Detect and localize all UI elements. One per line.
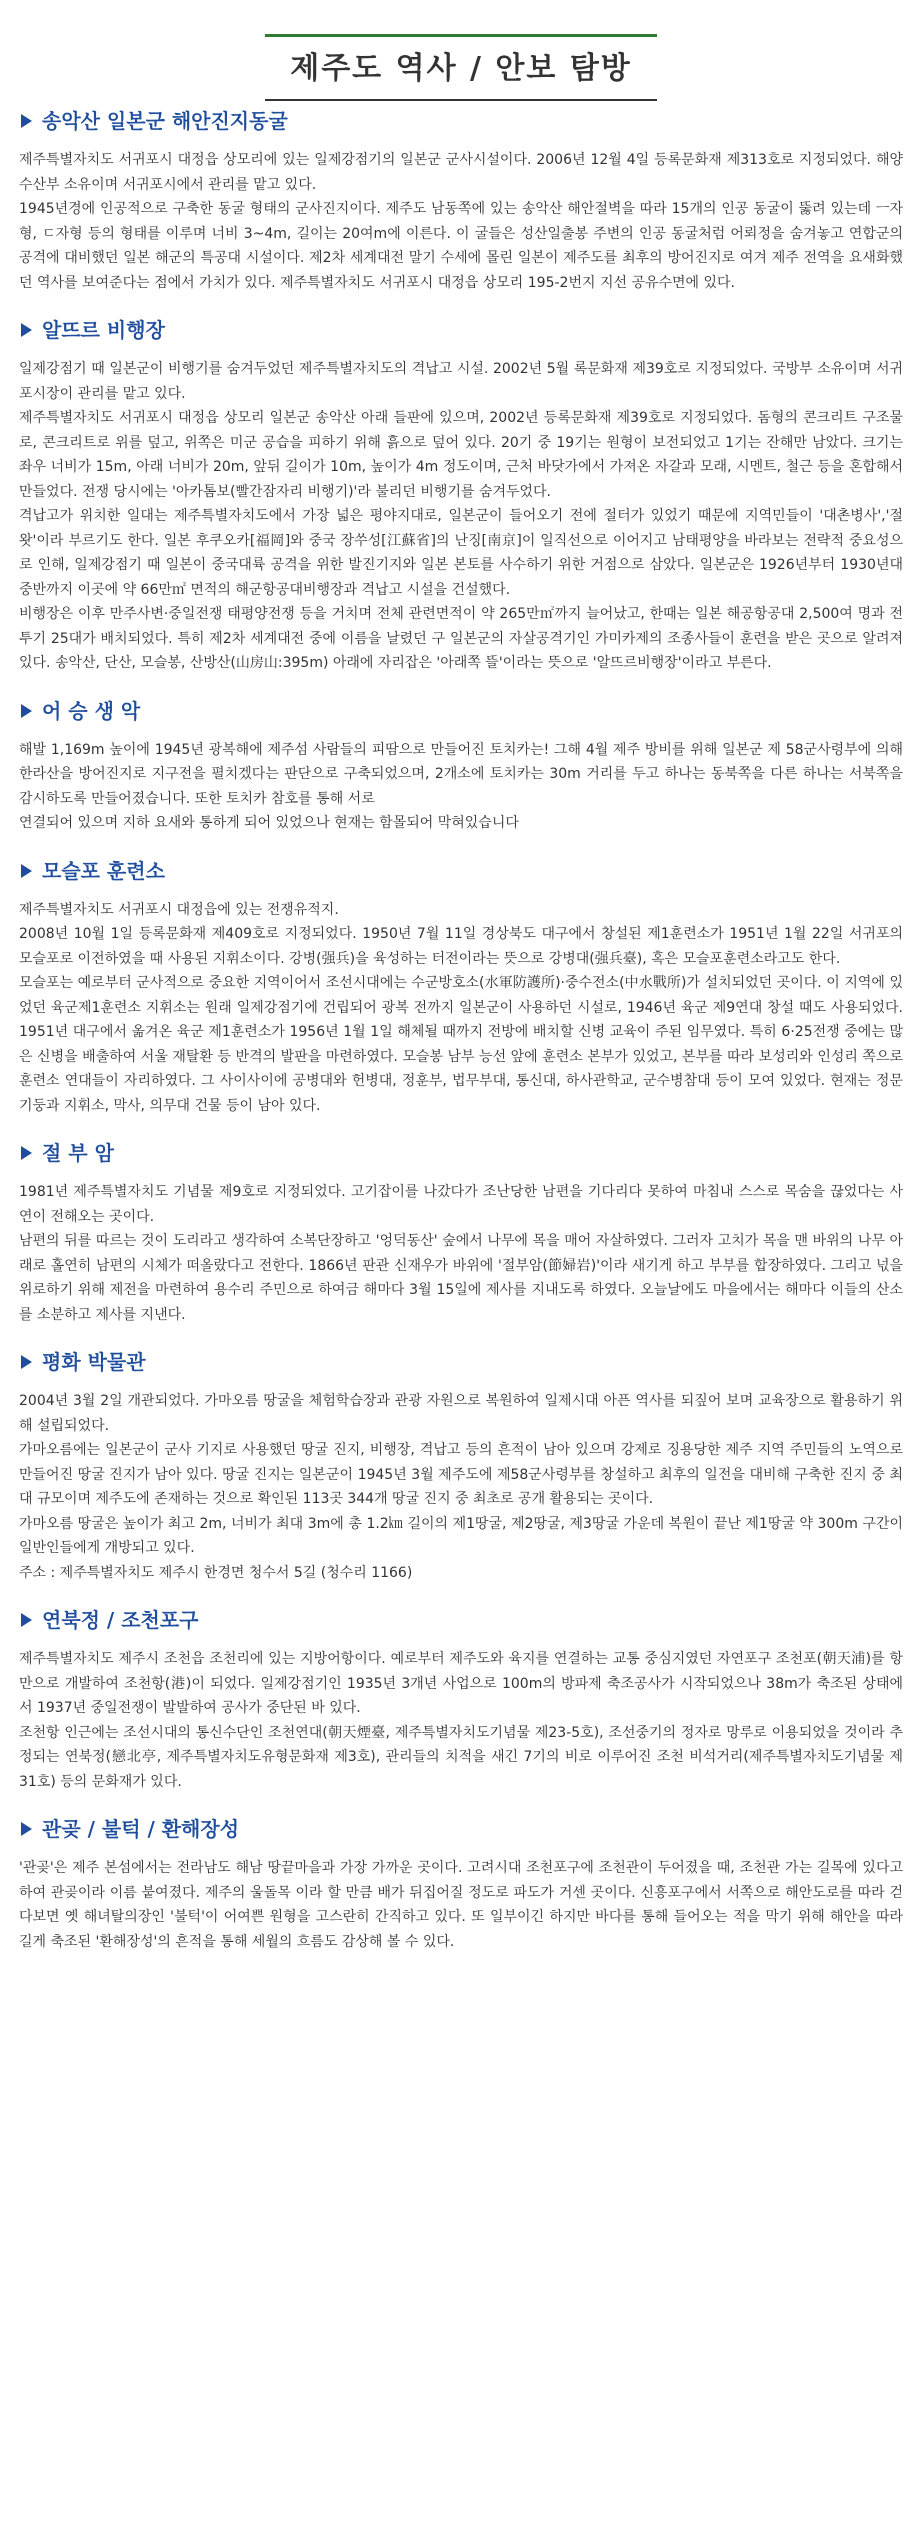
triangle-bullet-icon (21, 323, 32, 337)
section-title: 관곶 / 불턱 / 환해장성 (42, 1817, 240, 1841)
section-paragraph: 1981년 제주특별자치도 기념물 제9호로 지정되었다. 고기잡이를 나갔다가 조난당한 남편을 기다리다 못하여 마침내 스스로 목숨을 끊었다는 사연이 전해오는 곳이다. (19, 1184, 903, 1225)
triangle-bullet-icon (21, 1146, 32, 1160)
triangle-bullet-icon (21, 1355, 32, 1369)
section (19, 1345, 903, 1585)
section-heading (19, 313, 903, 347)
section-heading (19, 1603, 903, 1637)
section-heading (19, 854, 903, 888)
section-paragraph: 연결되어 있으며 지하 요새와 통하게 되어 있었으나 현재는 함몰되어 막혀있습니다 (19, 815, 519, 831)
section-paragraph: 제주특별자치도 서귀포시 대정읍 상모리에 있는 일제강점기의 일본군 군사시설이다. 2006년 12월 4일 등록문화재 제313호로 지정되었다. 해양수산부 소유이며 서귀포시에서 관리를 맡고 있다. (19, 152, 903, 193)
section (19, 694, 903, 836)
section-paragraph: 제주특별자치도 서귀포시 대정읍 상모리 일본군 송악산 아래 들판에 있으며, 2002년 등록문화재 제39호로 지정되었다. 돔형의 콘크리트 구조물로, 콘크리트로 위를 덮고, 위쪽은 미군 공습을 피하기 위해 흙으로 덮어 있다. 20기 중 19기는 원형이 보전되었고 1기는 잔해만 남았다. 크기는 좌우 너비가 15m, 아래 너비가 20m, 앞뒤 길이가 10m, 높이가 4m 정도이며, 근처 바닷가에서 가져온 자갈과 모래, 시멘트, 철근 등을 혼합해서 만들었다. 전쟁 당시에는 '아카톰보(빨간잠자리 비행기)'라 불리던 비행기를 숨겨두었다. (19, 410, 903, 500)
section-title: 모슬포 훈련소 (42, 858, 165, 883)
section-paragraph: 제주특별자치도 서귀포시 대정읍에 있는 전쟁유적지. (19, 901, 339, 918)
section-paragraph: 가마오름에는 일본군이 군사 기지로 사용했던 땅굴 진지, 비행장, 격납고 등의 흔적이 남아 있으며 강제로 징용당한 제주 지역 주민들의 노역으로 만들어진 땅굴 진지가 남아 있다. 땅굴 진지는 일본군이 1945년 3월 제주도에 제58군사령부를 창설하고 최후의 일전을 대비해 구축한 진지 중 최대 규모이며 제주도에 존재하는 것으로 확인된 113곳 344개 땅굴 진지 중 최초로 공개 활용되는 곳이다. (19, 1442, 903, 1507)
article-body (19, 104, 903, 1954)
section-paragraph: 2004년 3월 2일 개관되었다. 가마오름 땅굴을 체험학습장과 관광 자원으로 복원하여 일제시대 아픈 역사를 되짚어 보며 교육장으로 활용하기 위해 설립되었다. (19, 1393, 903, 1434)
triangle-bullet-icon (21, 1613, 32, 1627)
triangle-bullet-icon (21, 114, 32, 128)
section (19, 1136, 903, 1327)
section-paragraph: 제주특별자치도 제주시 조천읍 조천리에 있는 지방어항이다. 예로부터 제주도와 육지를 연결하는 교통 중심지였던 자연포구 조천포(朝天浦)를 항만으로 개발하여 조천항(港)이 되었다. 일제강점기인 1935년 3개년 사업으로 100m의 방파제 축조공사가 시작되었으나 38m가 축조된 상태에서 1937년 중일전쟁이 발발하여 공사가 중단된 바 있다. (19, 1651, 903, 1716)
section-paragraph: 2008년 10월 1일 등록문화재 제409호로 지정되었다. 1950년 7월 11일 경상북도 대구에서 창설된 제1훈련소가 1951년 1월 22일 서귀포의 모슬포로 이전하였을 때 사용된 지휘소이다. 강병(强兵)을 육성하는 터전이라는 뜻으로 강병대(强兵臺), 혹은 모슬포훈련소라고도 한다. (19, 926, 903, 967)
section-title: 알뜨르 비행장 (42, 318, 165, 342)
section (19, 1812, 903, 1954)
section-title: 연북정 / 조천포구 (42, 1608, 199, 1632)
section-paragraph: '관곶'은 제주 본섬에서는 전라남도 해남 땅끝마을과 가장 가까운 곳이다. 고려시대 조천포구에 조천관이 두어졌을 때, 조천관 가는 길목에 있다고 하여 관곶이라 이름 붙여졌다. 제주의 울돌목 이라 할 만큼 배가 뒤집어질 정도로 파도가 거센 곳이다. 신흥포구에서 서쪽으로 해안도로를 따라 걷다보면 옛 해녀탈의장인 '불턱'이 어여쁜 원형을 고스란히 간직하고 있다. 또 일부이긴 하지만 바다를 통해 들어오는 적을 막기 위해 해안을 따라 길게 축조된 '환해장성'의 흔적을 통해 세월의 흐름도 감상해 볼 수 있다. (19, 1860, 903, 1950)
section-paragraph: 주소 : 제주특별자치도 제주시 한경면 청수서 5길 (청수리 1166) (19, 1564, 413, 1581)
triangle-bullet-icon (21, 704, 32, 718)
section (19, 1603, 903, 1794)
section-heading (19, 104, 903, 138)
triangle-bullet-icon (21, 1822, 32, 1836)
title-bottom-rule (265, 99, 657, 101)
section-paragraph: 격납고가 위치한 일대는 제주특별자치도에서 가장 넓은 평야지대로, 일본군이 들어오기 전에 절터가 있었기 때문에 지역민들이 '대촌병사','절왓'이라 부르기도 한다. 일본 후쿠오카[福岡]와 중국 장쑤성[江蘇省]의 난징[南京]이 일직선으로 이어지고 남태평양을 바라보는 전략적 중요성으로 인해, 일제강점기 때 일본이 중국대륙 공격을 위한 발진기지와 일본 본토를 사수하기 위한 거점으로 삼았다. 일본군은 1926년부터 1930년대 중반까지 이곳에 약 66만㎡ 면적의 해군항공대비행장과 격납고 시설을 건설했다. (19, 508, 903, 598)
section-title: 어 승 생 악 (42, 698, 141, 723)
section-paragraph: 해발 1,169m 높이에 1945년 광복해에 제주섬 사람들의 피땀으로 만들어진 토치카는! 그해 4월 제주 방비를 위해 일본군 제 58군사령부에 의해 한라산을 방어진지로 지구전을 펼치겠다는 판단으로 구축되었으며, 2개소에 토치카는 30m 거리를 두고 하나는 동북쪽을 다른 하나는 서북쪽을 감시하도록 만들어졌습니다. 또한 토치카 참호를 통해 서로 (19, 741, 903, 807)
section-title: 평화 박물관 (42, 1350, 146, 1374)
section-paragraph: 비행장은 이후 만주사변·중일전쟁 태평양전쟁 등을 거치며 전체 관련면적이 약 265만㎡까지 늘어났고, 한때는 일본 해공항공대 2,500여 명과 전투기 25대가 배치되었다. 특히 제2차 세계대전 중에 이름을 날렸던 구 일본군의 자살공격기인 가미카제의 조종사들이 훈련을 받은 곳으로 알려져 있다. 송악산, 단산, 모슬봉, 산방산(山房山:395m) 아래에 자리잡은 '아래쪽 뜰'이라는 뜻으로 '알뜨르비행장'이라고 부른다. (19, 606, 903, 671)
section-title: 절 부 암 (42, 1141, 114, 1165)
page-title: 제주도 역사 / 안보 탐방 (290, 51, 632, 86)
section (19, 313, 903, 676)
page-title-block (265, 34, 657, 101)
section-heading (19, 1812, 903, 1846)
section-paragraph: 모슬포는 예로부터 군사적으로 중요한 지역이어서 조선시대에는 수군방호소(水軍防護所)·중수전소(中水戰所)가 설치되었던 곳이다. 이 지역에 있었던 육군제1훈련소 지휘소는 원래 일제강점기에 건립되어 광복 전까지 일본군이 사용하던 시설로, 1946년 육군 제9연대 창설 때도 사용되었다. 1951년 대구에서 옮겨온 육군 제1훈련소가 1956년 1월 1일 해체될 때까지 전방에 배치할 신병 교육이 주된 임무였다. 특히 6·25전쟁 중에는 많은 신병을 배출하여 서울 재탈환 등 반격의 발판을 마련하였다. 모슬봉 남부 능선 앞에 훈련소 본부가 있었고, 본부를 따라 보성리와 인성리 쪽으로 훈련소 연대들이 자리하였다. 그 사이사이에 공병대와 헌병대, 정훈부, 법무부대, 통신대, 하사관학교, 군수병참대 등이 모여 있었다. 현재는 정문 기둥과 지휘소, 막사, 의무대 건물 등이 남아 있다. (19, 975, 903, 1114)
section-paragraph: 조천항 인근에는 조선시대의 통신수단인 조천연대(朝天煙臺, 제주특별자치도기념물 제23-5호), 조선중기의 정자로 망루로 이용되었을 것이라 추정되는 연북정(戀北亭, 제주특별자치도유형문화재 제3호), 관리들의 치적을 새긴 7기의 비로 이루어진 조천 비석거리(제주특별자치도기념물 제31호) 등의 문화재가 있다. (19, 1724, 903, 1790)
section-heading (19, 1136, 903, 1170)
section-paragraph: 1945년경에 인공적으로 구축한 동굴 형태의 군사진지이다. 제주도 남동쪽에 있는 송악산 해안절벽을 따라 15개의 인공 동굴이 뚫려 있는데 ㅡ자형, ㄷ자형 등의 형태를 이루며 너비 3~4m, 길이는 20여m에 이른다. 이 굴들은 성산일출봉 주변의 인공 동굴처럼 어뢰정을 숨겨놓고 연합군의 공격에 대비했던 일본 해군의 특공대 시설이다. 제2차 세계대전 말기 수세에 몰린 일본이 제주도를 최후의 방어진지로 여겨 제주 전역을 요새화했던 역사를 보여준다는 점에서 가치가 있다. 제주특별자치도 서귀포시 대정읍 상모리 195-2번지 지선 공유수면에 있다. (19, 201, 903, 291)
section-paragraph: 일제강점기 때 일본군이 비행기를 숨겨두었던 제주특별자치도의 격납고 시설. 2002년 5월 록문화재 제39호로 지정되었다. 국방부 소유이며 서귀포시장이 관리를 맡고 있다. (19, 361, 903, 402)
section-paragraph: 가마오름 땅굴은 높이가 최고 2m, 너비가 최대 3m에 총 1.2㎞ 길이의 제1땅굴, 제2땅굴, 제3땅굴 가운데 복원이 끝난 제1땅굴 약 300m 구간이 일반인들에게 개방되고 있다. (19, 1515, 903, 1556)
section (19, 104, 903, 295)
section (19, 854, 903, 1119)
section-heading (19, 694, 903, 728)
triangle-bullet-icon (21, 864, 32, 878)
section-paragraph: 남편의 뒤를 따르는 것이 도리라고 생각하여 소복단장하고 '엉덕동산' 숲에서 나무에 목을 매어 자살하였다. 그러자 고치가 목을 맨 바위의 나무 아래로 홀연히 남편의 시체가 떠올랐다고 전한다. 1866년 판관 신재우가 바위에 '절부암(節婦岩)'이라 새기게 하고 부부를 합장하였다. 그리고 넋을 위로하기 위해 제전을 마련하여 용수리 주민으로 하여금 해마다 3월 15일에 제사를 지내도록 하였다. 오늘날에도 마을에서는 해마다 이들의 산소를 소분하고 제사를 지낸다. (19, 1233, 903, 1323)
section-heading (19, 1345, 903, 1379)
section-title: 송악산 일본군 해안진지동굴 (42, 109, 288, 133)
